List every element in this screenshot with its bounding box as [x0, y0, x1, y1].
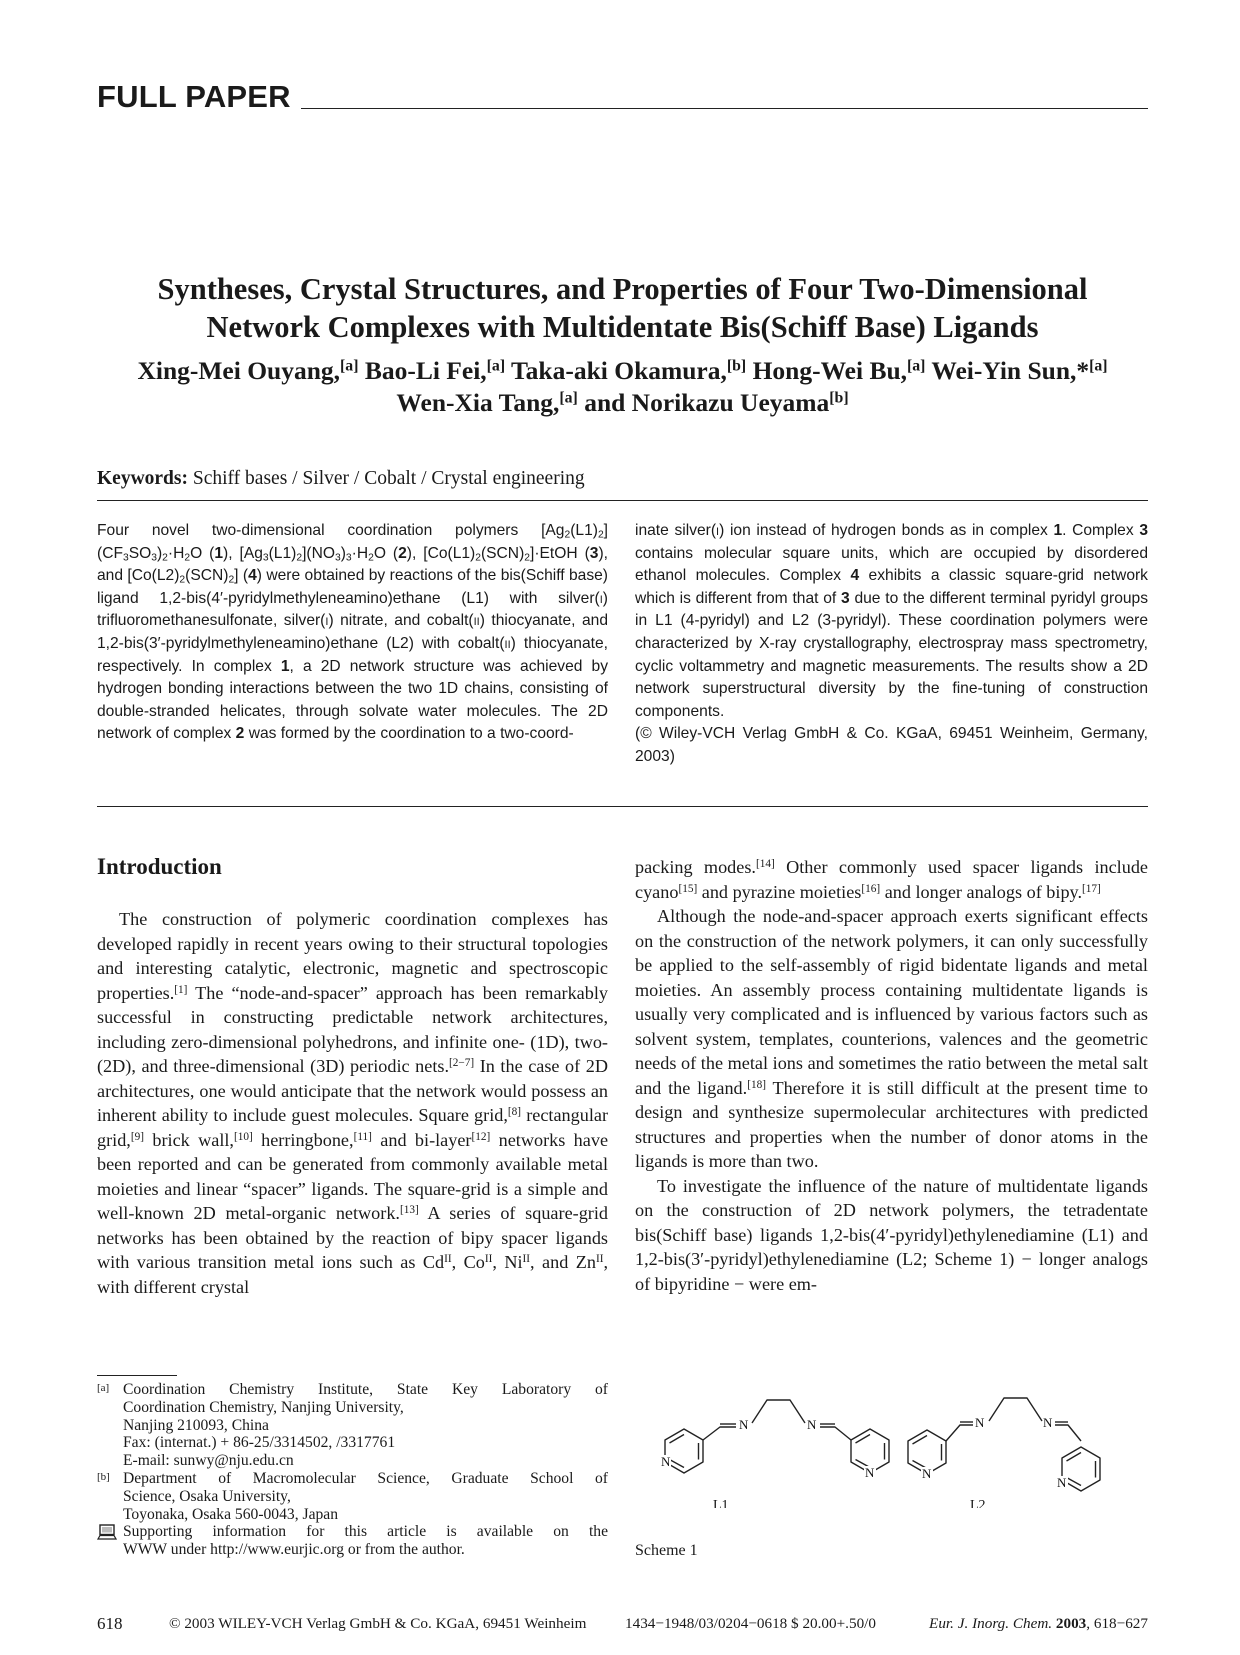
paragraph: To investigate the influence of the nature of multidentate ligands on the construction of 2D network polymers, the tetradentate bis(Schiff base) ligands 1,2-bis(4′-pyridyl)ethylenediamine (L1) and 1,2-bis(3′-pyridyl)ethylenediamine (L2; Scheme 1) − longer analogs of bipyridine − were em- [635, 1175, 1148, 1294]
keywords-label: Keywords: [97, 468, 188, 489]
atom-label-n: N [865, 1465, 875, 1480]
ligand-label-l1: L1 [713, 1498, 729, 1508]
journal-pages: , 618−627 [1086, 1615, 1148, 1632]
author-name: and Norikazu Ueyama [584, 388, 830, 417]
header-rule [301, 108, 1148, 109]
abstract-top-rule [97, 500, 1148, 501]
ligand-label-l2: L2 [970, 1498, 986, 1508]
atom-label-n: N [739, 1417, 749, 1432]
computer-icon [97, 1524, 117, 1540]
footnote-rule [97, 1375, 177, 1376]
title-line-2: Network Complexes with Multidentate Bis(Schiff Base) Ligands [206, 310, 1039, 345]
footnote-line: Fax: (internat.) + 86-25/3314502, /3317761 [123, 1434, 396, 1452]
body-right-column [635, 855, 1148, 1296]
affiliation-mark: [b] [726, 357, 747, 375]
paragraph: packing modes.[14] Other commonly used spacer ligands include cyano[15] and pyrazine moieties[16] and longer analogs of bipy.[17] [635, 857, 1148, 902]
footnote-line: Supporting information for this article is available on the [123, 1523, 608, 1541]
author-name: Wei-Yin Sun,* [931, 356, 1090, 385]
author-name: Wen-Xia Tang, [396, 388, 560, 417]
abstract-right-column: inate silver(i) ion instead of hydrogen bonds as in complex 1. Complex 3 contains molecular square units, which are occupied by disordered ethanol molecules. Complex 4 exhibits a classic square-grid network which is different from that of 3 due to the different terminal pyridyl groups in L1 (4-pyridyl) and L2 (3-pyridyl). These coordination polymers were characterized by X-ray crystallography, electrospray mass spectrometry, cyclic voltammetry and magnetic measurements. The results show a 2D network superstructural diversity by the fine-tuning of construction components. (© Wiley-VCH Verlag GmbH & Co. KGaA, 69451 Weinheim, Germany, 2003) [635, 522, 1149, 765]
abstract-left-column: Four novel two-dimensional coordination polymers $[Ag_2(L1)_2](CF_3SO_3)_2\cdot H_2O$ (1), $[Ag_3(L1)_2](NO_3)_3\cdot H_2O$ (2), $[Co(L1)_2(SCN)_2]\cdot EtOH$ (3), and $[Co(L2)_2(SCN)_2]$ (4) were obtained by reactions of the bis(Schiff base) ligand 1,2-bis(4′-pyridylmethyleneamino)ethane (L1) with silver(i) trifluoromethanesulfonate, silver(i) nitrate, and cobalt(ii) thiocyanate, and 1,2-bis(3′-pyridylmethyleneamino)ethane (L2) with cobalt(ii) thiocyanate, respectively. In complex 1, a 2D network structure was achieved by hydrogen bonding interactions between the two 1D chains, consisting of double-stranded helicates, through solvate water molecules. The 2D network of complex 2 was formed by the coordination to a two-coord- [97, 522, 609, 743]
footnote-line: Nanjing 210093, China [123, 1416, 269, 1434]
affiliation-mark: [a] [1089, 357, 1108, 375]
affiliation-mark: [b] [829, 389, 849, 407]
scheme-caption: Scheme 1 [635, 1542, 698, 1559]
atom-label-n: N [975, 1415, 985, 1430]
affiliation-mark: [a] [340, 357, 359, 375]
atom-label-n: N [807, 1417, 817, 1432]
footnote-affiliation-a [97, 1381, 608, 1470]
journal-name: Eur. J. Inorg. Chem. [929, 1615, 1053, 1632]
section-heading-introduction: Introduction [97, 854, 222, 879]
footer-copyright: © 2003 WILEY-VCH Verlag GmbH & Co. KGaA, 69451 Weinheim [169, 1615, 587, 1632]
running-header [97, 74, 1148, 114]
author-name: Bao-Li Fei, [364, 356, 487, 385]
atom-label-n: N [1057, 1475, 1067, 1490]
affiliation-mark: [a] [486, 357, 506, 375]
author-name: Hong-Wei Bu, [752, 356, 908, 385]
atom-label-n: N [922, 1466, 932, 1481]
footnotes [97, 1381, 608, 1559]
footnote-line: Coordination Chemistry Institute, State Key Laboratory of [123, 1381, 608, 1398]
abstract-copyright: (© Wiley-VCH Verlag GmbH & Co. KGaA, 69451 Weinheim, Germany, 2003) [635, 725, 1148, 765]
footnote-supporting-info [97, 1523, 608, 1559]
keywords-text: Schiff bases / Silver / Cobalt / Crystal engineering [192, 468, 585, 489]
section-label: FULL PAPER [97, 79, 291, 114]
journal-year: 2003 [1055, 1615, 1087, 1632]
page-number: 618 [97, 1614, 123, 1633]
author-name: Xing-Mei Ouyang, [137, 356, 341, 385]
footnote-mark: [b] [97, 1470, 110, 1483]
atom-label-n: N [1043, 1415, 1053, 1430]
paragraph: Although the node-and-spacer approach exerts significant effects on the construction of the network polymers, it can only successfully be applied to the self-assembly of rigid bidentate ligands and metal moieties. An assembly process containing multidentate ligands is usually very complicated and is influenced by various factors such as solvent system, templates, counterions, valences and the geometric needs of the metal ions and sometimes the ratio between the metal salt and the ligand.[18] Therefore it is still difficult at the present time to design and synthesize supermolecular architectures with predicted structures and properties when the number of donor atoms in the ligands is more than two. [635, 906, 1148, 1171]
abstract-bottom-rule [97, 806, 1148, 807]
footnote-email: E-mail: sunwy@nju.edu.cn [123, 1452, 294, 1470]
title-line-1: Syntheses, Crystal Structures, and Properties of Four Two-Dimensional [157, 272, 1088, 307]
author-name: Taka-aki Okamura, [511, 356, 727, 385]
affiliation-mark: [a] [559, 389, 578, 407]
footnote-affiliation-b [97, 1470, 608, 1523]
paragraph: The construction of polymeric coordination complexes has developed rapidly in recent years owing to their structural topologies and interesting catalytic, electronic, magnetic and spectroscopic properties.[1] The “node-and-spacer” approach has been remarkably successful in constructing predictable network architectures, including zero-dimensional polyhedrons, and infinite one- (1D), two- (2D), and three-dimensional (3D) periodic nets.[2−7] In the case of 2D architectures, one would anticipate that the network would possess an inherent ability to include guest molecules. Square grid,[8] rectangular grid,[9] brick wall,[10] herringbone,[11] and bi-layer[12] networks have been reported and can be generated from commonly available metal moieties and linear “spacer” ligands. The square-grid is a simple and well-known 2D metal-organic network.[13] A series of square-grid networks has been obtained by the reaction of bipy spacer ligands with various transition metal ions such as $Cd^{II}$, $Co^{II}$, $Ni^{II}$, and $Zn^{II}$, with different crystal [97, 909, 609, 1297]
footnote-line: Science, Osaka University, [123, 1487, 291, 1505]
page-footer [97, 1614, 1148, 1634]
body-left-column [97, 907, 608, 1299]
footnote-line: WWW under http://www.eurjic.org or from the author. [123, 1541, 465, 1559]
footnote-line: Coordination Chemistry, Nanjing University, [123, 1398, 404, 1416]
footnote-line: Toyonaka, Osaka 560-0043, Japan [123, 1505, 338, 1523]
footnote-line: Department of Macromolecular Science, Graduate School of [123, 1469, 608, 1487]
footer-citation [929, 1614, 1148, 1634]
author-list [97, 355, 1148, 419]
keywords [97, 466, 1148, 492]
article-title [97, 270, 1148, 346]
footer-issn: 1434−1948/03/0204−0618 $ 20.00+.50/0 [625, 1615, 876, 1632]
affiliation-mark: [a] [907, 357, 926, 375]
atom-label-n: N [661, 1454, 671, 1469]
scheme-1-structures [640, 1378, 1145, 1508]
footnote-mark: [a] [97, 1382, 110, 1394]
